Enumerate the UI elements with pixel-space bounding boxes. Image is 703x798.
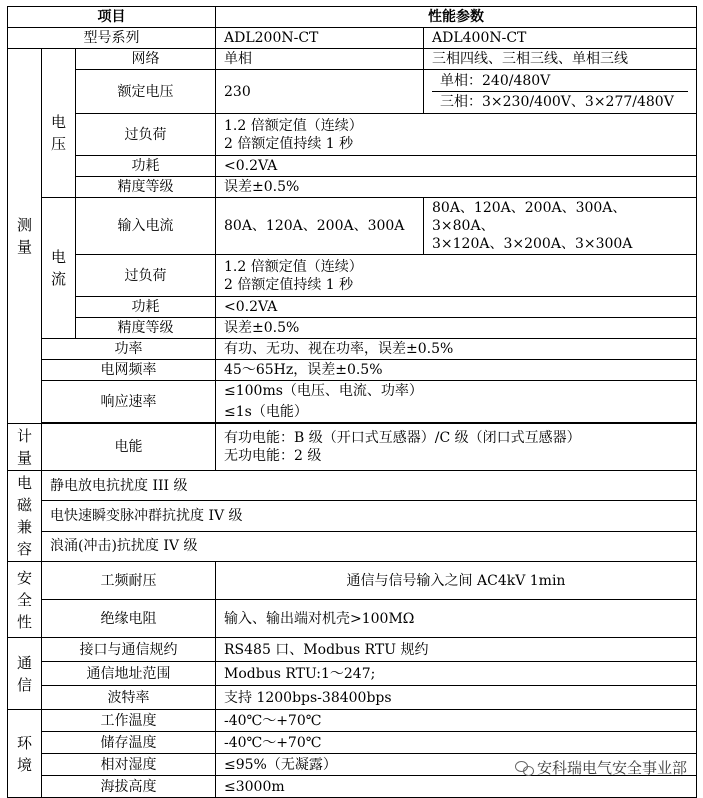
interface-value: RS485 口、Modbus RTU 规约	[216, 638, 697, 662]
current-group-label: 电流	[42, 198, 76, 339]
c-power-value: <0.2VA	[216, 297, 697, 318]
power-label: 功率	[42, 339, 216, 360]
emc-row-esd: 静电放电抗扰度 III 级	[42, 471, 697, 501]
withstand-label: 工频耐压	[42, 562, 216, 600]
v-overload-label: 过负荷	[76, 114, 216, 156]
c-accuracy-label: 精度等级	[76, 318, 216, 339]
altitude-value: ≤3000m	[216, 776, 697, 798]
work-temp-value: -40℃～+70℃	[216, 710, 697, 732]
model-b: ADL400N-CT	[424, 28, 697, 49]
work-temp-label: 工作温度	[42, 710, 216, 732]
response-label: 响应速率	[42, 381, 216, 423]
store-temp-value: -40℃～+70℃	[216, 732, 697, 754]
withstand-value: 通信与信号输入之间 AC4kV 1min	[216, 562, 697, 600]
response-value-2: ≤1s（电能）	[216, 402, 697, 423]
model-a: ADL200N-CT	[216, 28, 424, 49]
header-params: 性能参数	[216, 7, 697, 28]
watermark	[515, 757, 687, 778]
network-a: 单相	[216, 49, 424, 70]
humidity-label: 相对湿度	[42, 754, 216, 776]
baud-value: 支持 1200bps-38400bps	[216, 686, 697, 710]
power-value: 有功、无功、视在功率，误差±0.5%	[216, 339, 697, 360]
env-group-label: 环境	[8, 710, 42, 798]
rated-voltage-b-three: 三相：3×230/400V、3×277/480V	[432, 91, 688, 112]
c-power-label: 功耗	[76, 297, 216, 318]
v-overload-value: 1.2 倍额定值（连续） 2 倍额定值持续 1 秒	[216, 114, 697, 156]
metering-group-label: 计量	[8, 424, 42, 471]
interface-label: 接口与通信规约	[42, 638, 216, 662]
v-accuracy-label: 精度等级	[76, 177, 216, 198]
header-item: 项目	[8, 7, 216, 28]
energy-value: 有功电能：B 级（开口式互感器）/C 级（闭口式互感器） 无功电能：2 级	[216, 424, 697, 471]
input-current-label: 输入电流	[76, 198, 216, 255]
safety-group-label: 安全性	[8, 562, 42, 638]
watermark-text: 安科瑞电气安全事业部	[536, 759, 687, 777]
insulation-label: 绝缘电阻	[42, 600, 216, 638]
insulation-value: 输入、输出端对机壳>100MΩ	[216, 600, 697, 638]
v-accuracy-value: 误差±0.5%	[216, 177, 697, 198]
spec-table	[7, 6, 697, 798]
voltage-group-label: 电压	[42, 70, 76, 198]
response-value-1: ≤100ms（电压、电流、功率）	[216, 381, 697, 402]
wechat-icon	[515, 760, 533, 776]
input-current-a: 80A、120A、200A、300A	[216, 198, 424, 255]
c-overload-value: 1.2 倍额定值（连续） 2 倍额定值持续 1 秒	[216, 255, 697, 297]
emc-row-eft: 电快速瞬变脉冲群抗扰度 IV 级	[42, 501, 697, 531]
address-value: Modbus RTU:1～247;	[216, 662, 697, 686]
network-label: 网络	[76, 49, 216, 70]
humidity-value: ≤95%（无凝露）	[216, 754, 697, 776]
rated-voltage-b-single: 单相：240/480V	[440, 73, 551, 89]
emc-row-surge: 浪涌(冲击)抗扰度 IV 级	[42, 531, 697, 561]
comm-group-label: 通信	[8, 638, 42, 710]
baud-label: 波特率	[42, 686, 216, 710]
rated-voltage-a: 230	[216, 70, 424, 114]
altitude-label: 海拔高度	[42, 776, 216, 798]
store-temp-label: 储存温度	[42, 732, 216, 754]
emc-group-label: 电磁兼容	[8, 471, 42, 562]
network-spacer	[42, 49, 76, 70]
energy-label: 电能	[42, 424, 216, 471]
frequency-label: 电网频率	[42, 360, 216, 381]
address-label: 通信地址范围	[42, 662, 216, 686]
c-overload-label: 过负荷	[76, 255, 216, 297]
v-power-label: 功耗	[76, 156, 216, 177]
c-accuracy-value: 误差±0.5%	[216, 318, 697, 339]
v-power-value: <0.2VA	[216, 156, 697, 177]
rated-voltage-b	[424, 70, 697, 114]
network-b: 三相四线、三相三线、单相三线	[424, 49, 697, 70]
input-current-b: 80A、120A、200A、300A、3×80A、 3×120A、3×200A、3×300A	[424, 198, 697, 255]
model-label: 型号系列	[8, 28, 216, 49]
rated-voltage-label: 额定电压	[76, 70, 216, 114]
frequency-value: 45～65Hz，误差±0.5%	[216, 360, 697, 381]
measure-group-label: 测量	[8, 49, 42, 424]
